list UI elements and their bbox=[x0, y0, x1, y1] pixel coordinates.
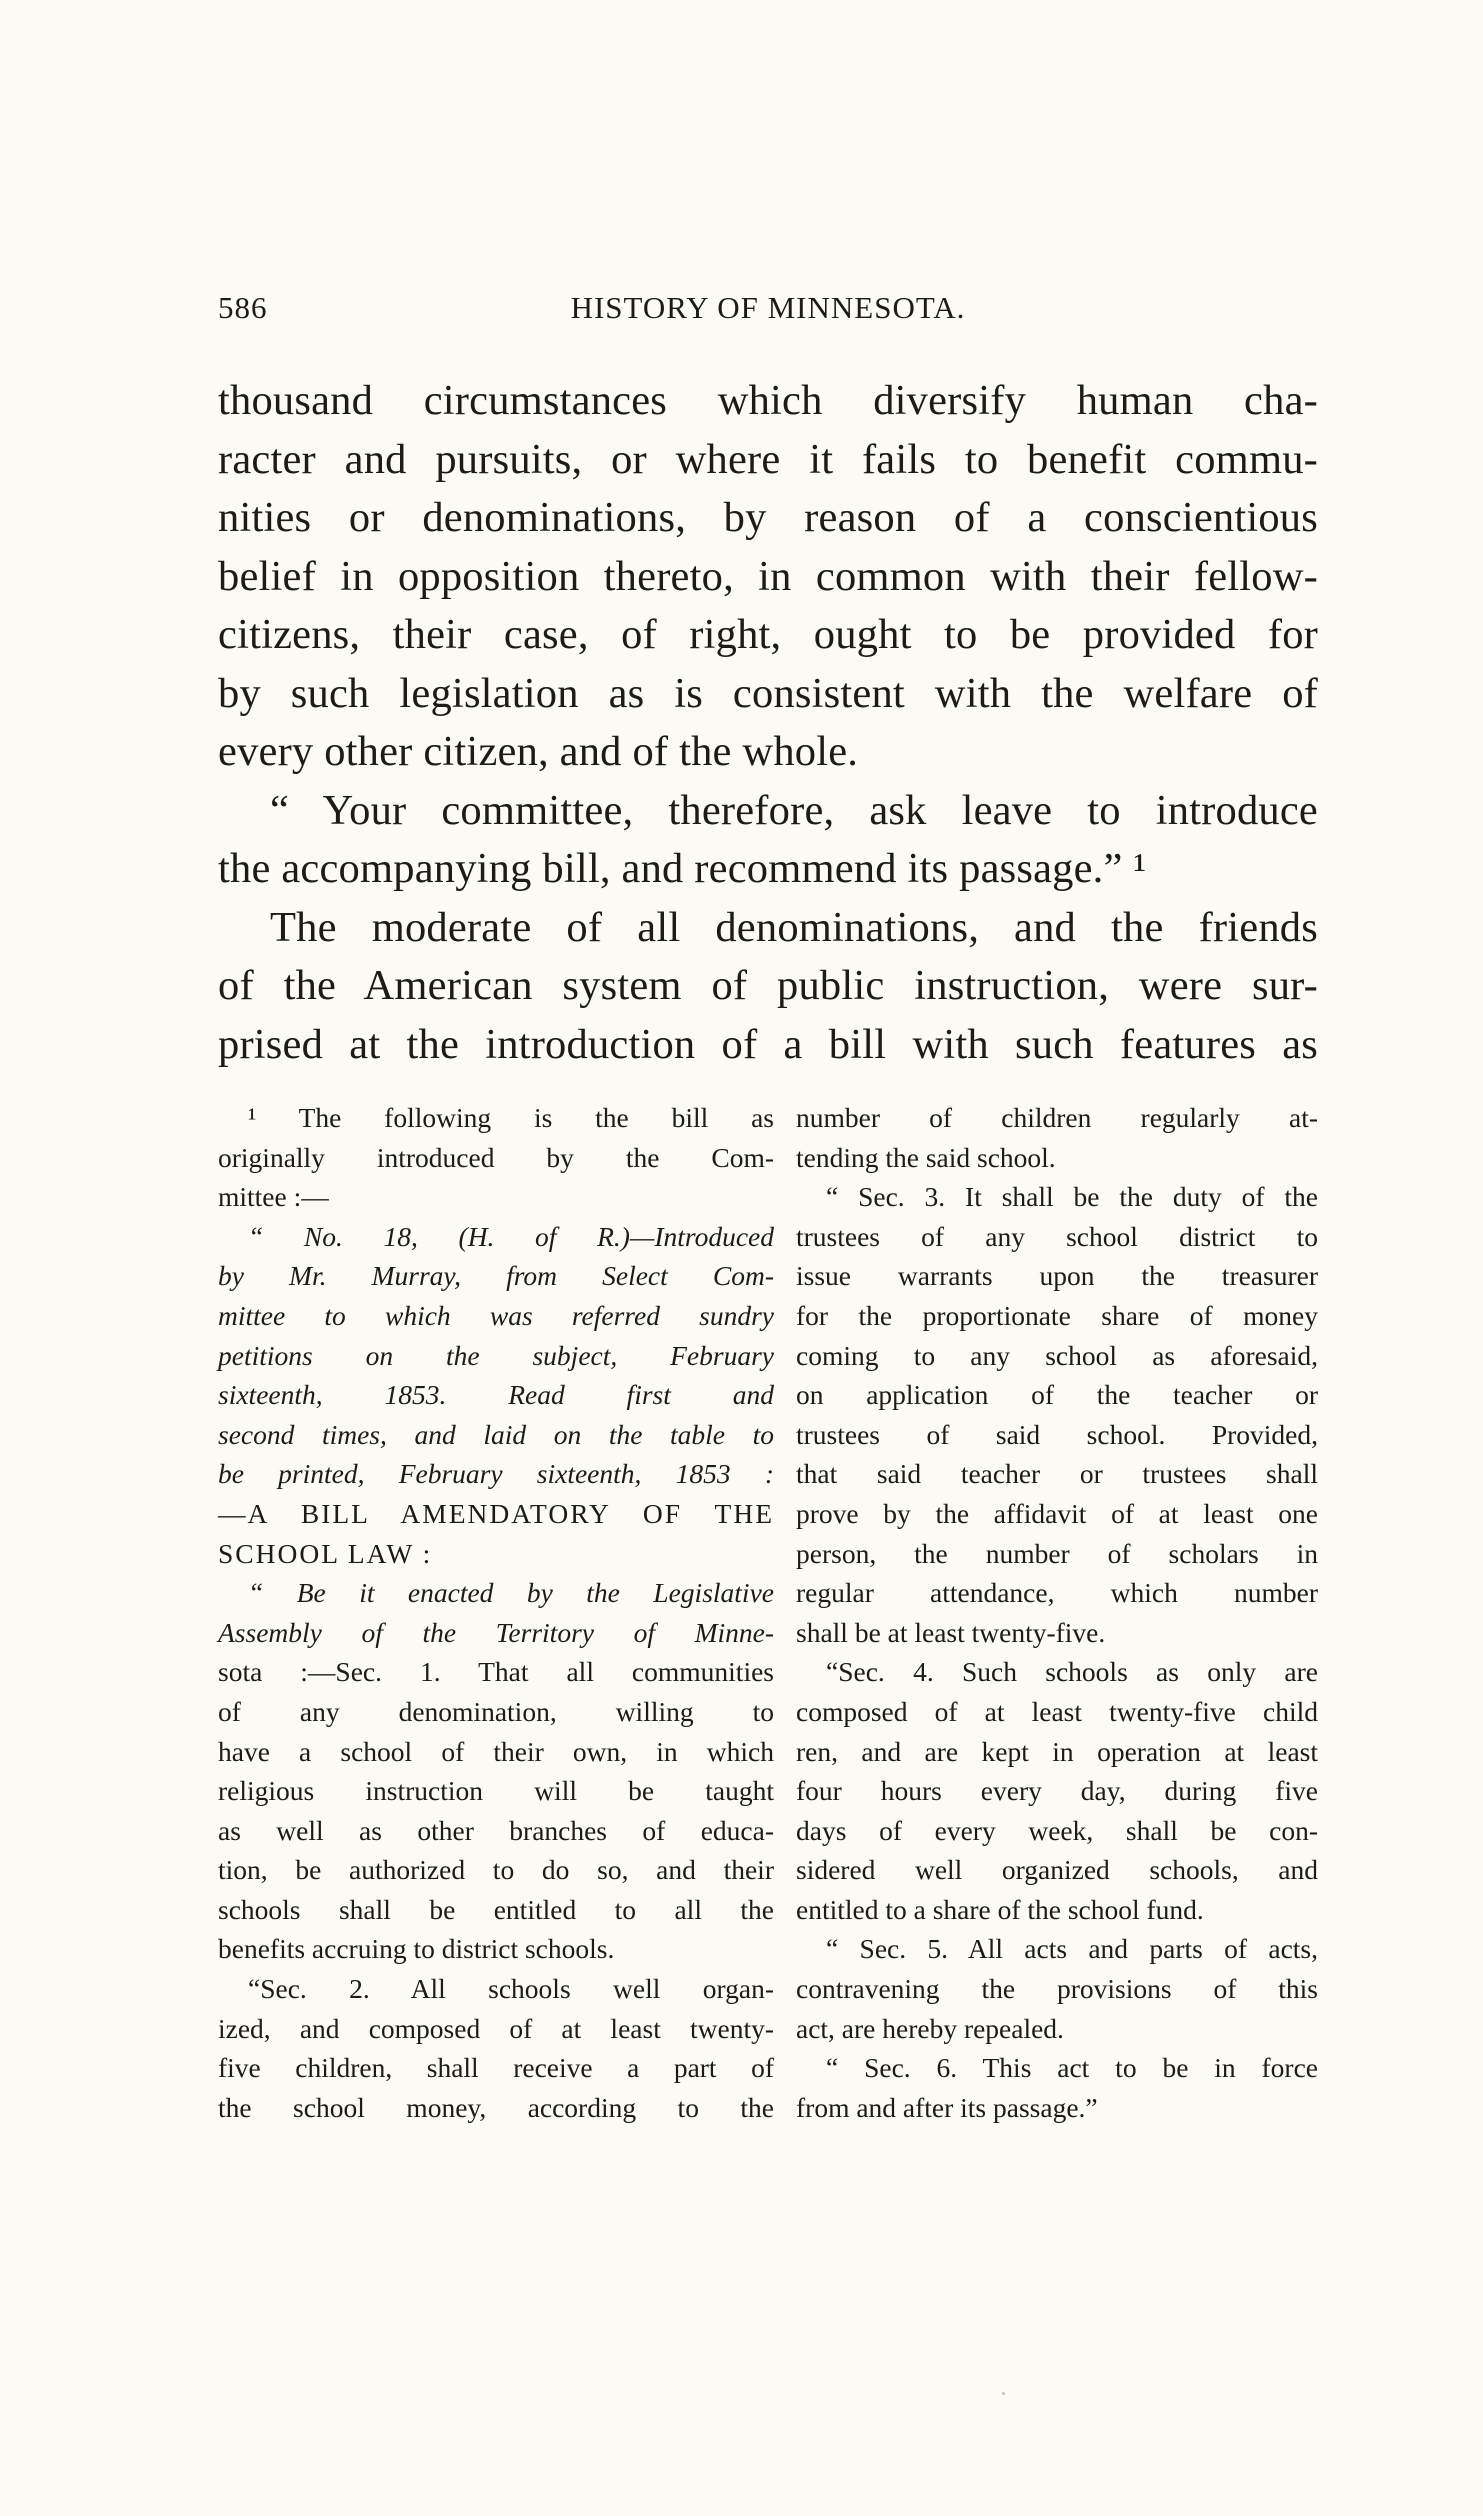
body-line: by such legislation as is consistent with the welfare of bbox=[218, 669, 1318, 717]
footnote-line: tion, be authorized to do so, and their bbox=[218, 1854, 774, 1886]
footnote-line: ¹ The following is the bill as bbox=[248, 1102, 774, 1133]
footnote-line: petitions on the subject, February bbox=[218, 1339, 774, 1371]
footnote-line: ized, and composed of at least twenty- bbox=[218, 2012, 774, 2044]
footnote-line: religious instruction will be taught bbox=[218, 1775, 774, 1807]
footnote-line: regular attendance, which number bbox=[796, 1577, 1318, 1609]
footnote-line: that said teacher or trustees shall bbox=[796, 1458, 1318, 1490]
footnote-line: entitled to a share of the school fund. bbox=[796, 1893, 1204, 1925]
footnote-line: composed of at least twenty-five child bbox=[796, 1695, 1318, 1727]
body-line: thousand circumstances which diversify human cha- bbox=[218, 377, 1318, 424]
footnote-line: by Mr. Murray, from Select Com- bbox=[218, 1260, 774, 1292]
footnote-line: sidered well organized schools, and bbox=[796, 1854, 1318, 1886]
body-line: the accompanying bill, and recommend its passage.” ¹ bbox=[218, 845, 1147, 892]
body-line: racter and pursuits, or where it fails to benefit commu- bbox=[218, 435, 1318, 483]
footnote-line: “ No. 18, (H. of R.)—Introduced bbox=[248, 1220, 774, 1252]
footnote-line: coming to any school as aforesaid, bbox=[796, 1339, 1318, 1371]
footnote-line: act, are hereby repealed. bbox=[796, 2012, 1064, 2044]
footnote-line: issue warrants upon the treasurer bbox=[796, 1260, 1318, 1292]
footnote-line: mittee to which was referred sundry bbox=[218, 1299, 774, 1331]
page-number: 586 bbox=[218, 290, 268, 325]
footnote-line: “ Sec. 3. It shall be the duty of the bbox=[826, 1181, 1318, 1213]
footnote-line: be printed, February sixteenth, 1853 : bbox=[218, 1458, 774, 1490]
footnote-line: sixteenth, 1853. Read first and bbox=[218, 1379, 774, 1411]
footnote-line: days of every week, shall be con- bbox=[796, 1814, 1318, 1846]
body-line: belief in opposition thereto, in common with their fellow- bbox=[218, 552, 1318, 600]
footnote-line: trustees of any school district to bbox=[796, 1220, 1318, 1252]
footnote-line: originally introduced by the Com- bbox=[218, 1141, 774, 1173]
footnote-line: “Sec. 2. All schools well organ- bbox=[248, 1973, 774, 2005]
footnote-line: —A BILL AMENDATORY OF THE bbox=[218, 1497, 774, 1529]
footnote-line: SCHOOL LAW : bbox=[218, 1537, 433, 1569]
footnote-line: trustees of said school. Provided, bbox=[796, 1418, 1318, 1450]
footnote-column-left bbox=[218, 1098, 774, 2127]
body-line: “ Your committee, therefore, ask leave to introduce bbox=[270, 786, 1318, 834]
body-line: citizens, their case, of right, ought to be provided for bbox=[218, 611, 1318, 658]
footnote-line: benefits accruing to district schools. bbox=[218, 1933, 615, 1965]
footnote-line: five children, shall receive a part of bbox=[218, 2052, 774, 2084]
footnote-line: mittee :— bbox=[218, 1181, 329, 1213]
footnote-line: from and after its passage.” bbox=[796, 2091, 1098, 2123]
running-title: HISTORY OF MINNESOTA. bbox=[570, 290, 966, 325]
body-line: The moderate of all denominations, and the friends bbox=[270, 903, 1318, 951]
body-line: prised at the introduction of a bill with such features as bbox=[218, 1020, 1318, 1068]
footnote-line: “Sec. 4. Such schools as only are bbox=[826, 1656, 1318, 1688]
footnote-line: “ Sec. 5. All acts and parts of acts, bbox=[826, 1933, 1318, 1965]
body-line: nities or denominations, by reason of a conscientious bbox=[218, 494, 1318, 541]
paper-speck bbox=[1002, 2392, 1005, 2395]
running-head bbox=[218, 290, 1318, 330]
footnote-line: prove by the affidavit of at least one bbox=[796, 1497, 1318, 1529]
footnote-line: schools shall be entitled to all the bbox=[218, 1893, 774, 1925]
footnote-column-right bbox=[796, 1098, 1318, 2127]
footnote-line: contravening the provisions of this bbox=[796, 1973, 1318, 2005]
footnote-line: on application of the teacher or bbox=[796, 1379, 1318, 1411]
body-line: every other citizen, and of the whole. bbox=[218, 728, 859, 775]
footnote-line: for the proportionate share of money bbox=[796, 1299, 1318, 1331]
footnote-line: shall be at least twenty-five. bbox=[796, 1616, 1106, 1648]
footnote-line: second times, and laid on the table to bbox=[218, 1418, 774, 1450]
footnote-line: “ Sec. 6. This act to be in force bbox=[826, 2052, 1318, 2084]
footnote-line: “ Be it enacted by the Legislative bbox=[248, 1577, 774, 1609]
footnote-line: number of children regularly at- bbox=[796, 1102, 1318, 1133]
footnote-line: sota :—Sec. 1. That all communities bbox=[218, 1656, 774, 1688]
footnote-line: tending the said school. bbox=[796, 1141, 1056, 1173]
footnote-line: Assembly of the Territory of Minne- bbox=[218, 1616, 774, 1648]
footnote-line: ren, and are kept in operation at least bbox=[796, 1735, 1318, 1767]
footnote-area bbox=[218, 1098, 1318, 2318]
footnote-line: four hours every day, during five bbox=[796, 1775, 1318, 1807]
footnote-line: person, the number of scholars in bbox=[796, 1537, 1318, 1569]
footnote-line: of any denomination, willing to bbox=[218, 1695, 774, 1727]
footnote-line: have a school of their own, in which bbox=[218, 1735, 774, 1767]
body-line: of the American system of public instruction, were sur- bbox=[218, 962, 1318, 1009]
footnote-line: the school money, according to the bbox=[218, 2091, 774, 2123]
body-text bbox=[218, 372, 1318, 1074]
footnote-line: as well as other branches of educa- bbox=[218, 1814, 774, 1846]
